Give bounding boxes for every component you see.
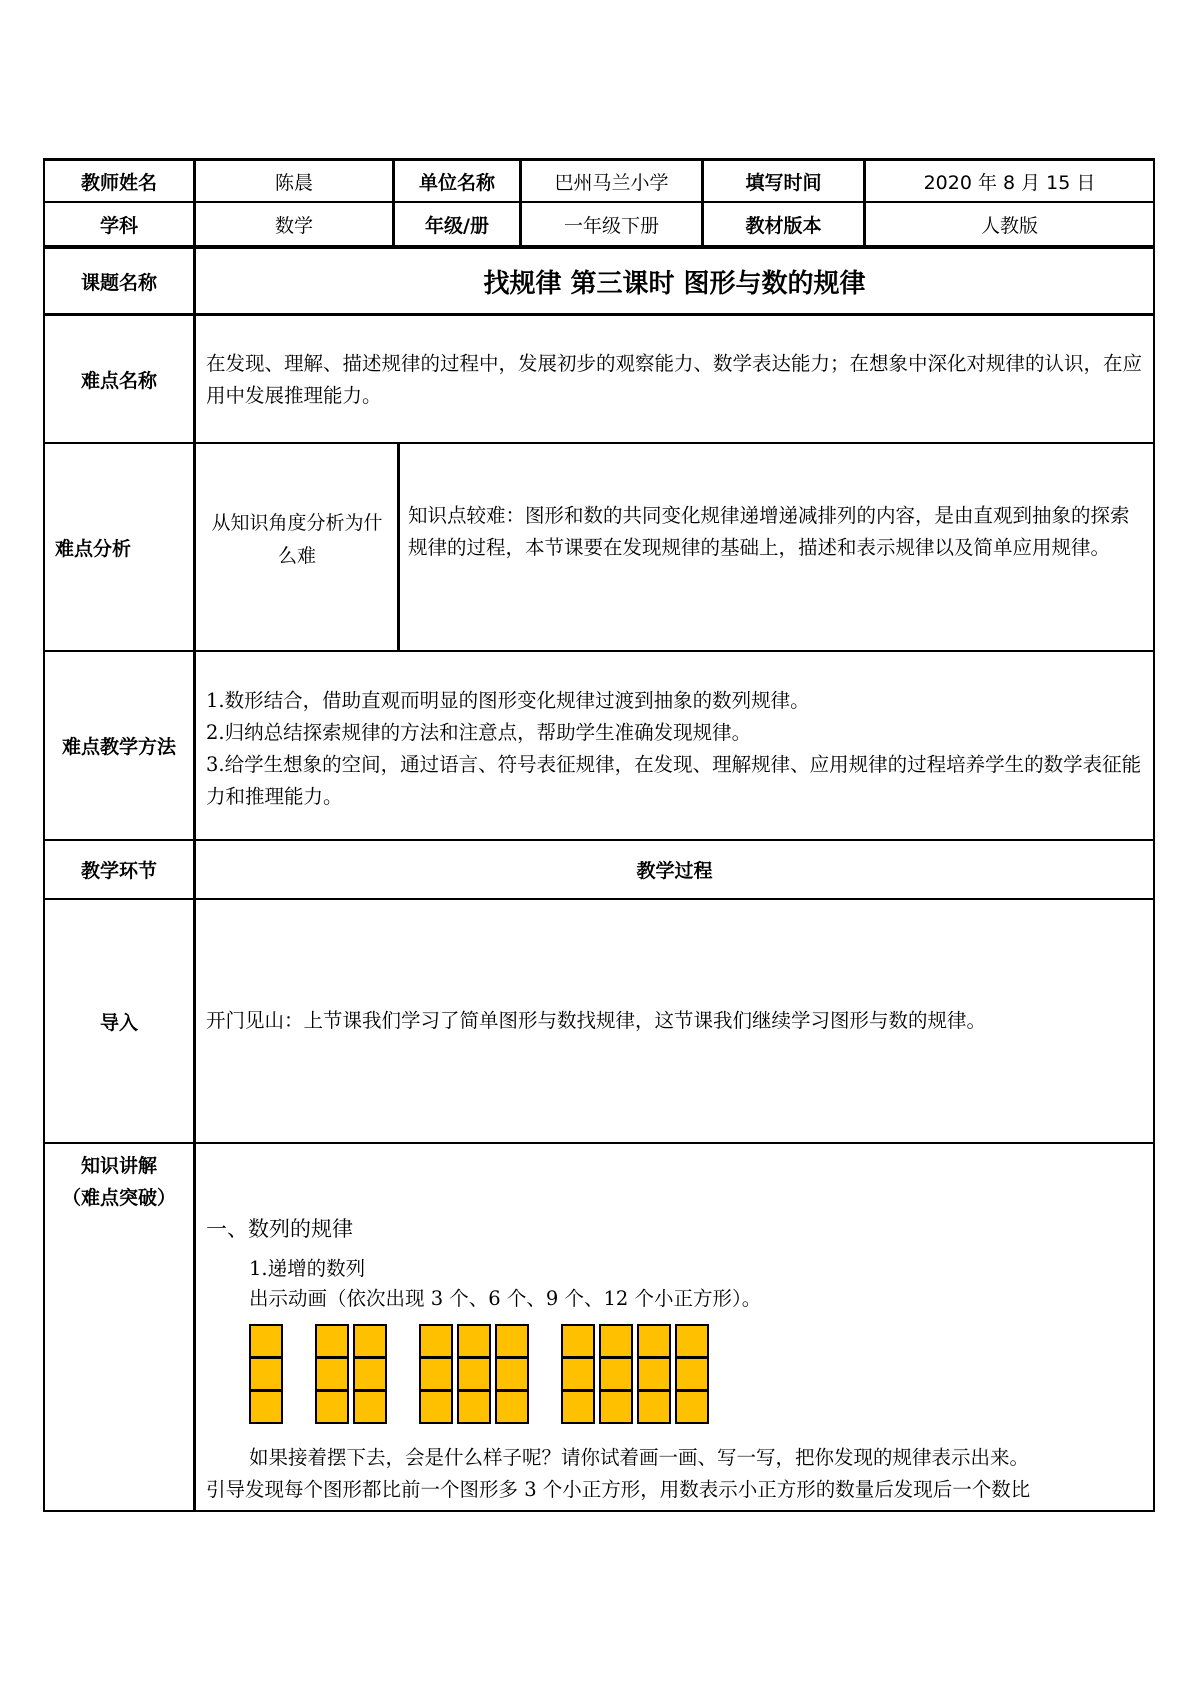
intro-text: 开门见山：上节课我们学习了简单图形与数找规律，这节课我们继续学习图形与数的规律。 <box>206 1009 987 1032</box>
list-item: 2.归纳总结探索规律的方法和注意点，帮助学生准确发现规律。 <box>206 721 752 744</box>
small-square <box>457 1324 491 1358</box>
small-square <box>249 1357 283 1391</box>
fill-date-value: 2020 年 8 月 15 日 <box>923 171 1096 194</box>
list-item: 3.给学生想象的空间，通过语言、符号表征规律，在发现、理解规律、应用规律的过程培养学生的数学表征能力和推理能力。 <box>206 753 1142 808</box>
small-square <box>675 1390 709 1424</box>
small-square <box>353 1390 387 1424</box>
small-square <box>561 1390 595 1424</box>
unit-name-label: 单位名称 <box>418 171 495 194</box>
small-square <box>637 1357 671 1391</box>
teaching-stage-label: 教学环节 <box>80 860 157 882</box>
analysis-perspective-label: 从知识角度分析为什么难 <box>211 512 383 567</box>
fill-date-label: 填写时间 <box>745 171 822 194</box>
small-square <box>599 1357 633 1391</box>
unit-name-value: 巴州马兰小学 <box>554 171 669 194</box>
grade-value: 一年级下册 <box>563 214 659 237</box>
small-square <box>599 1324 633 1358</box>
teacher-name-label: 教师姓名 <box>80 171 157 194</box>
teaching-process-label: 教学过程 <box>636 860 713 882</box>
small-square <box>315 1390 349 1424</box>
teacher-name-value: 陈晨 <box>274 171 313 194</box>
grid-line <box>43 650 1155 652</box>
list-item: 1.数形结合，借助直观而明显的图形变化规律过渡到抽象的数列规律。 <box>206 689 810 712</box>
paragraph-1: 如果接着摆下去，会是什么样子呢？请你试着画一画、写一写，把你发现的规律表示出来。 <box>249 1446 1030 1469</box>
difficulty-analysis-label: 难点分析 <box>55 537 132 560</box>
subject-label: 学科 <box>99 214 138 237</box>
grade-label: 年级/册 <box>425 214 489 237</box>
grid-line <box>43 1142 1155 1144</box>
teaching-method-list <box>206 685 1148 813</box>
small-square <box>637 1324 671 1358</box>
knowledge-label-line1: 知识讲解 <box>80 1155 157 1177</box>
intro-label: 导入 <box>99 1011 138 1034</box>
small-square <box>561 1357 595 1391</box>
small-square <box>419 1357 453 1391</box>
small-square <box>495 1357 529 1391</box>
paragraph-2: 引导发现每个图形都比前一个图形多 3 个小正方形，用数表示小正方形的数量后发现后一个数比 <box>206 1478 1031 1501</box>
small-square <box>419 1324 453 1358</box>
square-groups <box>249 1324 719 1424</box>
grid-line <box>193 158 196 1512</box>
small-square <box>495 1324 529 1358</box>
grid-line <box>43 898 1155 900</box>
small-square <box>637 1390 671 1424</box>
small-square <box>353 1357 387 1391</box>
grid-line <box>43 1510 1155 1512</box>
section-title: 一、数列的规律 <box>206 1217 353 1241</box>
small-square <box>675 1357 709 1391</box>
edition-value: 人教版 <box>980 214 1038 237</box>
small-square <box>419 1390 453 1424</box>
subject-value: 数学 <box>274 214 313 237</box>
sub-title: 1.递增的数列 <box>249 1257 366 1280</box>
difficulty-name-label: 难点名称 <box>80 369 157 392</box>
small-square <box>315 1357 349 1391</box>
grid-line <box>43 313 1155 316</box>
animation-note: 出示动画（依次出现 3 个、6 个、9 个、12 个小正方形）。 <box>249 1287 762 1310</box>
grid-line <box>1153 158 1155 1512</box>
small-square <box>353 1324 387 1358</box>
knowledge-label <box>45 1150 193 1214</box>
small-square <box>675 1324 709 1358</box>
difficulty-name-text: 在发现、理解、描述规律的过程中，发展初步的观察能力、数学表达能力；在想象中深化对规律的认识，在应用中发展推理能力。 <box>206 352 1143 407</box>
knowledge-label-line2: （难点突破） <box>61 1187 176 1209</box>
small-square <box>249 1324 283 1358</box>
difficulty-analysis-text: 知识点较难：图形和数的共同变化规律递增递减排列的内容，是由直观到抽象的探索规律的过程，本节课要在发现规律的基础上，描述和表示规律以及简单应用规律。 <box>408 504 1130 559</box>
small-square <box>249 1390 283 1424</box>
small-square <box>457 1390 491 1424</box>
topic-label: 课题名称 <box>80 271 157 294</box>
small-square <box>561 1324 595 1358</box>
small-square <box>495 1390 529 1424</box>
topic-title: 找规律 第三课时 图形与数的规律 <box>483 268 866 299</box>
grid-line <box>43 442 1155 444</box>
edition-label: 教材版本 <box>745 214 822 237</box>
small-square <box>599 1390 633 1424</box>
small-square <box>315 1324 349 1358</box>
grid-line <box>397 443 400 651</box>
small-square <box>457 1357 491 1391</box>
teaching-method-label: 难点教学方法 <box>61 736 176 758</box>
